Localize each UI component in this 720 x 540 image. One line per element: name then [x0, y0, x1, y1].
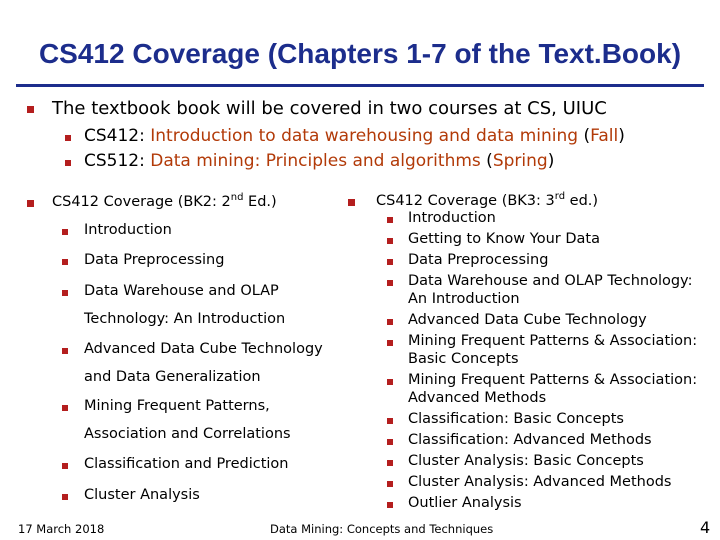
right-column-heading: [376, 191, 598, 209]
right-item-cont: An Introduction: [408, 291, 520, 307]
left-item-cont: and Data Generalization: [84, 369, 261, 385]
course-code: CS512:: [84, 151, 151, 171]
bullet-icon: [387, 280, 393, 286]
right-item: Mining Frequent Patterns & Association:: [408, 333, 698, 349]
left-item: Advanced Data Cube Technology: [84, 341, 323, 357]
left-item-cont: Association and Correlations: [84, 426, 291, 442]
bullet-icon: [387, 379, 393, 385]
left-item: Classification and Prediction: [84, 456, 289, 472]
paren-open: (: [578, 126, 591, 146]
left-item: Data Warehouse and OLAP: [84, 283, 279, 299]
right-item: Introduction: [408, 210, 496, 226]
left-column-heading: [52, 192, 277, 210]
right-item-cont: Basic Concepts: [408, 351, 519, 367]
footer-date: 17 March 2018: [18, 522, 105, 536]
bullet-icon: [65, 135, 71, 141]
course-cs512: [84, 151, 554, 171]
course-term: Spring: [492, 151, 548, 171]
course-cs412: [84, 126, 625, 146]
left-item: Data Preprocessing: [84, 252, 225, 268]
course-code: CS412:: [84, 126, 151, 146]
right-item: Getting to Know Your Data: [408, 231, 600, 247]
heading-text-end: Ed.): [243, 194, 277, 210]
bullet-icon: [62, 290, 68, 296]
left-item: Mining Frequent Patterns,: [84, 398, 270, 414]
left-item: Cluster Analysis: [84, 487, 200, 503]
bullet-icon: [62, 405, 68, 411]
right-item: Cluster Analysis: Basic Concepts: [408, 453, 644, 469]
heading-text: CS412 Coverage (BK2: 2: [52, 194, 231, 210]
paren-open: (: [480, 151, 493, 171]
bullet-icon: [387, 340, 393, 346]
right-item: Classification: Advanced Methods: [408, 432, 652, 448]
course-term: Fall: [590, 126, 619, 146]
paren-close: ): [618, 126, 625, 146]
bullet-icon: [387, 319, 393, 325]
page-number: 4: [700, 518, 711, 537]
bullet-icon: [387, 217, 393, 223]
paren-close: ): [547, 151, 555, 171]
right-item-cont: Advanced Methods: [408, 390, 547, 406]
bullet-icon: [62, 259, 68, 265]
left-item-cont: Technology: An Introduction: [84, 311, 286, 327]
heading-superscript: rd: [554, 191, 566, 202]
heading-text-end: ed.): [565, 193, 599, 209]
bullet-icon: [387, 502, 393, 508]
bullet-icon: [387, 259, 393, 265]
right-item: Data Warehouse and OLAP Technology:: [408, 273, 693, 289]
bullet-icon: [387, 238, 393, 244]
right-item: Advanced Data Cube Technology: [408, 312, 647, 328]
bullet-icon: [27, 106, 34, 113]
right-item: Outlier Analysis: [408, 495, 522, 511]
bullet-icon: [65, 160, 71, 166]
right-item: Mining Frequent Patterns & Association:: [408, 372, 698, 388]
course-desc: Introduction to data warehousing and data mining: [150, 126, 579, 146]
bullet-icon: [387, 418, 393, 424]
bullet-icon: [62, 463, 68, 469]
right-item: Data Preprocessing: [408, 252, 549, 268]
bullet-icon: [387, 481, 393, 487]
course-desc: Data mining: Principles and algorithms: [150, 151, 481, 171]
heading-text: CS412 Coverage (BK3: 3: [376, 193, 555, 209]
top-bullet-text: The textbook book will be covered in two courses at CS, UIUC: [52, 98, 607, 119]
slide-title: CS412 Coverage (Chapters 1-7 of the Text.Book): [38, 38, 682, 69]
heading-superscript: nd: [230, 192, 244, 203]
bullet-icon: [62, 494, 68, 500]
right-item: Cluster Analysis: Advanced Methods: [408, 474, 672, 490]
bullet-icon: [62, 348, 68, 354]
right-item: Classification: Basic Concepts: [408, 411, 624, 427]
bullet-icon: [387, 460, 393, 466]
footer-title: Data Mining: Concepts and Techniques: [270, 522, 494, 536]
bullet-icon: [27, 200, 34, 207]
left-item: Introduction: [84, 222, 172, 238]
bullet-icon: [387, 439, 393, 445]
bullet-icon: [62, 229, 68, 235]
bullet-icon: [348, 199, 355, 206]
title-divider: [16, 84, 704, 87]
